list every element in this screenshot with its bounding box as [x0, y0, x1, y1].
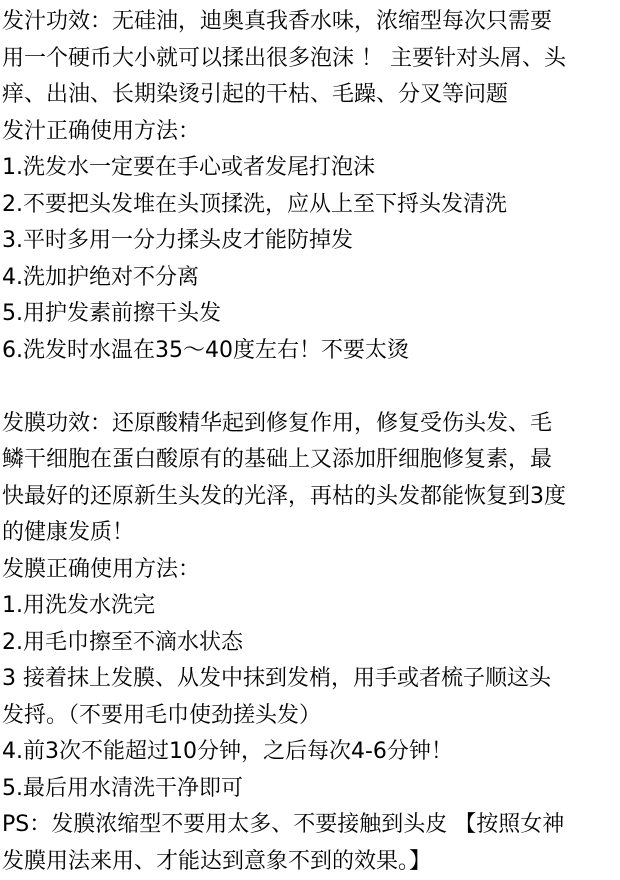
- shampoo-step: 1.洗发水一定要在手心或者发尾打泡沫: [2, 150, 616, 187]
- mask-effect-line: 快最好的还原新生头发的光泽，再枯的头发都能恢复到3度: [2, 479, 616, 516]
- mask-step: 2.用毛巾擦至不滴水状态: [2, 625, 616, 662]
- shampoo-effect-line: 发汁功效：无硅油，迪奥真我香水味，浓缩型每次只需要: [2, 4, 616, 41]
- mask-effect-line: 的健康发质！: [2, 515, 616, 552]
- mask-step: 3 接着抹上发膜、从发中抹到发梢，用手或者梳子顺这头: [2, 661, 616, 698]
- hair-mask-section: [2, 406, 616, 808]
- shampoo-step: 2.不要把头发堆在头顶揉洗，应从上至下捋头发清洗: [2, 187, 616, 224]
- ps-line: 发膜用法来用、才能达到意象不到的效果。】: [2, 844, 616, 880]
- instruction-document: [2, 4, 616, 880]
- mask-step: 4.前3次不能超过10分钟，之后每次4-6分钟！: [2, 734, 616, 771]
- mask-step: 5.最后用水清洗干净即可: [2, 771, 616, 808]
- shampoo-effect-line: 用一个硬币大小就可以揉出很多泡沫 ！ 主要针对头屑、头: [2, 41, 616, 78]
- shampoo-step: 5.用护发素前擦干头发: [2, 296, 616, 333]
- shampoo-usage-title: 发汁正确使用方法：: [2, 114, 616, 151]
- shampoo-effect-line: 痒、出油、长期染烫引起的干枯、毛躁、分叉等问题: [2, 77, 616, 114]
- shampoo-step: 3.平时多用一分力揉头皮才能防掉发: [2, 223, 616, 260]
- mask-step: 1.用洗发水洗完: [2, 588, 616, 625]
- section-spacer: [2, 369, 616, 406]
- mask-usage-title: 发膜正确使用方法：: [2, 552, 616, 589]
- ps-note: [2, 807, 616, 880]
- mask-effect-line: 鳞干细胞在蛋白酸原有的基础上又添加肝细胞修复素，最: [2, 442, 616, 479]
- mask-step: 发捋。（不要用毛巾使劲搓头发）: [2, 698, 616, 735]
- mask-effect-line: 发膜功效：还原酸精华起到修复作用，修复受伤头发、毛: [2, 406, 616, 443]
- ps-line: PS：发膜浓缩型不要用太多、不要接触到头皮 【按照女神: [2, 807, 616, 844]
- shampoo-step: 6.洗发时水温在35～40度左右！不要太烫: [2, 333, 616, 370]
- shampoo-step: 4.洗加护绝对不分离: [2, 260, 616, 297]
- shampoo-section: [2, 4, 616, 369]
